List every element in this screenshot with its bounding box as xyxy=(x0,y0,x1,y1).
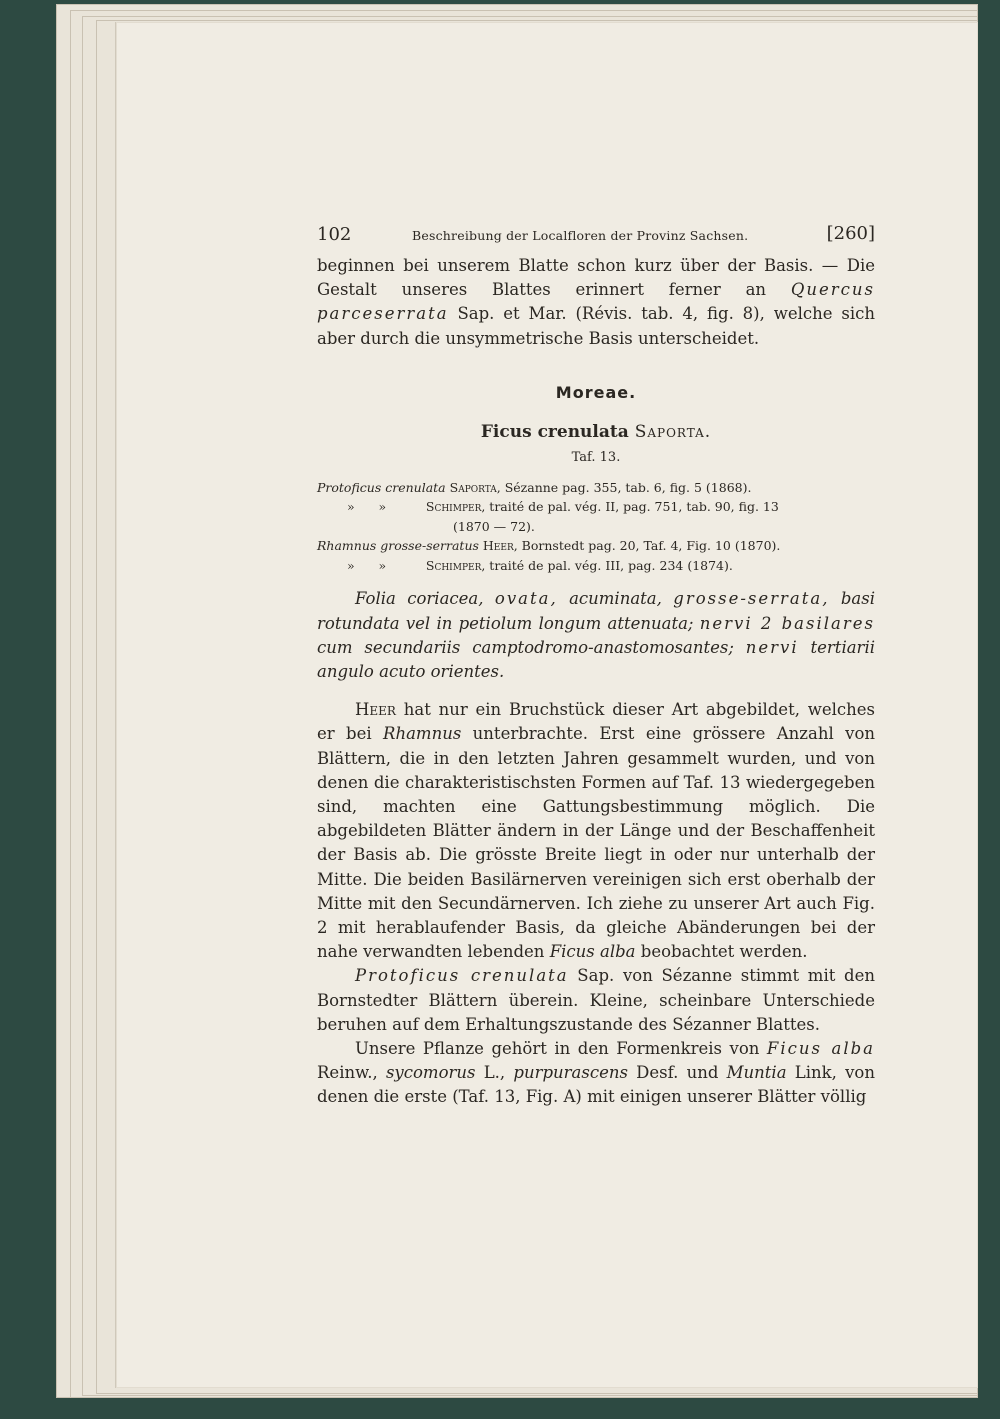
text-run: Unsere Pflanze gehört in den Formenkreis von xyxy=(355,1038,767,1058)
synonym-ref: Sézanne pag. 355, tab. 6, fig. 5 (1868). xyxy=(500,479,752,495)
text-run: acuminata, xyxy=(557,589,674,609)
text-run: hat nur ein Bruchstück dieser Art abgebildet, welches er bei xyxy=(317,700,875,744)
synonym-4 xyxy=(317,556,875,576)
paragraph-1 xyxy=(317,254,875,351)
synonym-ref: Bornstedt pag. 20, Taf. 4, Fig. 10 (1870). xyxy=(517,538,781,554)
taxon-name: Protoficus crenulata xyxy=(355,966,569,986)
species-heading xyxy=(317,422,875,442)
author-name: Heer xyxy=(355,700,396,720)
text-run: Link, von denen die erste (Taf. 13, Fig. A) mit einigen unserer Blätter völlig xyxy=(317,1063,875,1107)
running-title: Beschreibung der Localfloren der Provinz Sachsen. xyxy=(412,228,749,243)
text-run: nervi 2 basilares xyxy=(699,613,875,633)
text-run: grosse-serrata, xyxy=(673,589,830,609)
book-page xyxy=(115,22,978,1388)
page-content xyxy=(317,202,875,1110)
text-run: L., xyxy=(475,1063,514,1083)
page-number: 102 xyxy=(317,224,352,245)
taxon-name: Quercus parceserrata xyxy=(317,280,875,324)
ditto-mark: » » xyxy=(347,499,387,515)
synonym-2-continued: (1870 — 72). xyxy=(453,518,535,534)
synonym-ref: traité de pal. vég. III, pag. 234 (1874). xyxy=(485,557,733,573)
taxon-name: purpurascens xyxy=(513,1063,628,1083)
paragraph-4 xyxy=(317,1037,875,1110)
synonym-author: Saporta, xyxy=(449,479,501,495)
page-header xyxy=(317,202,875,245)
synonym-taxon: Protoficus crenulata xyxy=(317,479,446,495)
text-run: beobachtet werden. xyxy=(635,942,808,962)
text-run: beginnen bei unserem Blatte schon kurz über der Basis. — Die Gestalt unseres Blattes erinnert ferner an xyxy=(317,256,875,300)
synonym-taxon: Rhamnus grosse-serratus xyxy=(317,538,479,554)
text-run: basi rotundata vel in petiolum longum attenuata; xyxy=(317,589,876,633)
ditto-mark: » » xyxy=(347,557,387,573)
taxon-name: Ficus alba xyxy=(549,942,636,962)
taxon-name: Rhamnus xyxy=(383,724,462,744)
taxon-name: sycomorus xyxy=(385,1063,476,1083)
taxon-name: Muntia xyxy=(726,1063,787,1083)
latin-diagnosis xyxy=(317,587,875,684)
text-run: cum secundariis camptodromo-anastomosantes; xyxy=(317,637,746,657)
taxon-name: Ficus alba xyxy=(766,1038,875,1058)
text-run: tertiarii angulo acuto orientes. xyxy=(317,637,875,681)
paragraph-3 xyxy=(317,964,875,1037)
text-run: nervi xyxy=(745,637,799,657)
page-ref: [260] xyxy=(826,223,875,244)
synonym-2 xyxy=(317,497,875,517)
text-run: Desf. und xyxy=(627,1063,727,1083)
species-author: Saporta. xyxy=(634,421,712,442)
paragraph-2 xyxy=(317,698,875,964)
plate-reference: Taf. 13. xyxy=(571,449,621,465)
section-title: Moreae. xyxy=(555,382,637,402)
species-name: Ficus crenulata xyxy=(480,421,629,442)
text-run: Sap. et Mar. (Révis. tab. 4, fig. 8), welche sich aber durch die unsymmetrische Basis unterscheidet. xyxy=(317,304,875,348)
synonymy-list xyxy=(317,478,875,576)
synonym-author: Heer, xyxy=(482,538,518,554)
text-run: ovata, xyxy=(494,589,558,609)
text-run: unterbrachte. Erst eine grössere Anzahl von Blättern, die in den letzten Jahren gesammelt wurden, und von denen die charakteristischsten Formen auf Taf. 13 wiedergegeben sind, machten eine Gattungsbestimmung möglich. Die abgebildeten Blätter ändern in der Länge und der Beschaffenheit der Basis ab. Die grösste Breite liegt in oder nur unterhalb der Mitte. Die beiden Basilärnerven vereinigen sich erst oberhalb der Mitte mit den Secundärnerven. Ich ziehe zu unserer Art auch Fig. 2 mit herablaufender Basis, da gleiche Abänderungen bei der nahe verwandten lebenden xyxy=(317,724,875,962)
text-run: Reinw., xyxy=(317,1063,386,1083)
synonym-author: Schimper, xyxy=(425,499,486,515)
synonym-3 xyxy=(317,536,875,556)
synonym-author: Schimper, xyxy=(425,557,486,573)
synonym-ref: traité de pal. vég. II, pag. 751, tab. 90, fig. 13 xyxy=(485,499,779,515)
text-run: Sap. von Sézanne stimmt mit den Bornstedter Blättern überein. Kleine, scheinbare Unterschiede beruhen auf dem Erhaltungszustande des Sézanner Blattes. xyxy=(317,966,875,1034)
text-run: Folia coriacea, xyxy=(355,589,495,609)
synonym-1 xyxy=(317,478,875,498)
